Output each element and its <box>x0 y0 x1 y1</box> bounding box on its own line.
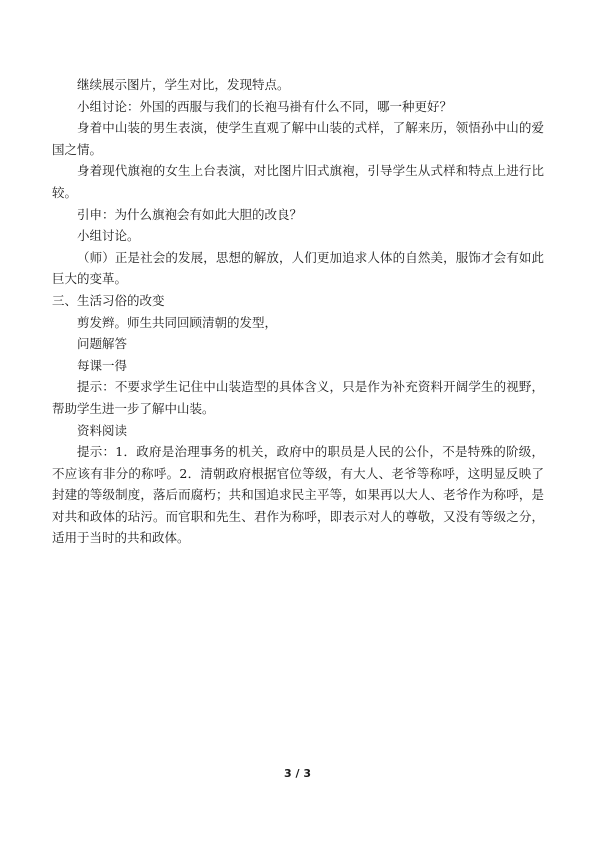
paragraph: 身着现代旗袍的女生上台表演，对比图片旧式旗袍，引导学生从式样和特点上进行比较。 <box>52 163 544 200</box>
section-heading: 三、生活习俗的改变 <box>52 292 165 308</box>
document-body <box>52 74 544 549</box>
paragraph: 剪发辫。师生共同回顾清朝的发型， <box>77 314 278 330</box>
paragraph: 问题解答 <box>77 336 128 352</box>
paragraph: 小组讨论。 <box>77 228 140 244</box>
paragraph: 引申：为什么旗袍会有如此大胆的改良？ <box>77 206 303 222</box>
paragraph: 身着中山装的男生表演，使学生直观了解中山装的式样，了解来历，领悟孙中山的爱国之情。 <box>52 120 544 157</box>
paragraph: 小组讨论：外国的西服与我们的长袍马褂有什么不同，哪一种更好？ <box>77 98 453 114</box>
paragraph: 资料阅读 <box>77 422 128 438</box>
paragraph: 提示：不要求学生记住中山装造型的具体含义，只是作为补充资料开阔学生的视野，帮助学生进一步了解中山装。 <box>52 379 544 416</box>
paragraph: （师）正是社会的发展，思想的解放，人们更加追求人体的自然美，服饰才会有如此巨大的变革。 <box>52 249 544 287</box>
paragraph: 继续展示图片，学生对比，发现特点。 <box>77 77 290 92</box>
paragraph: 提示：1．政府是治理事务的机关，政府中的职员是人民的公仆，不是特殊的阶级，不应该有非分的称呼。2．清朝政府根据官位等级，有大人、老爷等称呼，这明显反映了封建的等级制度，落后而腐朽；共和国追求民主平等，如果再以大人、老爷作为称呼，是对共和政体的玷污。而官职和先生、君作为称呼，即表示对人的尊敬，又没有等级之分，适用于当时的共和政体。 <box>52 444 544 546</box>
paragraph: 每课一得 <box>77 357 128 373</box>
page-number: 3 / 3 <box>284 767 311 780</box>
